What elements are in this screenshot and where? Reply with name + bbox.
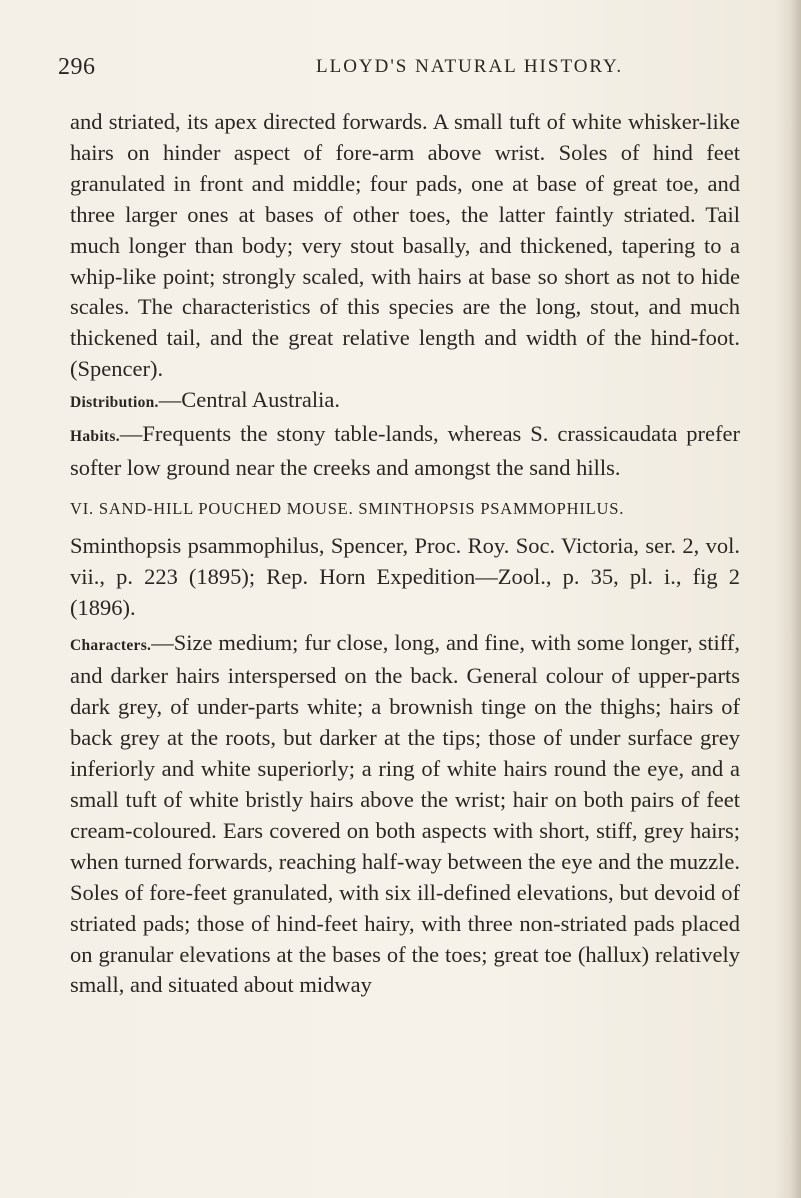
running-title: LLOYD'S NATURAL HISTORY. <box>316 56 624 77</box>
characters-text: —Size medium; fur close, long, and fine, with some longer, stiff, and darker hairs interspersed on the back. General colour of upper-parts dark grey, of under-parts white; a brownish tinge on the thighs; hairs of back grey at the roots, but darker at the tips; those of under surface grey inferiorly and white superiorly; a ring of white hairs round the eye, and a small tuft of white bristly hairs above the wrist; hair on both pairs of feet cream-coloured. Ears covered on both aspects with short, stiff, grey hairs; when turned forwards, reaching half-way between the eye and the muzzle. Soles of fore-feet granulated, with six ill-defined elevations, but devoid of striated pads; those of hind-feet hairy, with three non-striated pads placed on granular elevations at the bases of the toes; great toe (hallux) relatively small, and situated about midway <box>70 629 740 998</box>
page-header <box>58 54 748 84</box>
paragraph-distribution <box>70 385 740 419</box>
body-text <box>70 107 740 1001</box>
paragraph-citation: Sminthopsis psammophilus, Spencer, Proc. Roy. Soc. Victoria, ser. 2, vol. vii., p. 223 (1895); Rep. Horn Expedition—Zool., p. 35, pl. i., fig 2 (1896). <box>70 532 740 620</box>
habits-label: Habits. <box>70 428 120 446</box>
distribution-text: —Central Australia. <box>158 387 340 413</box>
page-edge-shadow <box>775 0 801 1198</box>
paragraph-habits <box>70 419 740 484</box>
page-number: 296 <box>58 54 96 80</box>
characters-label: Characters. <box>70 636 152 654</box>
section-heading: VI. SAND-HILL POUCHED MOUSE. SMINTHOPSIS PSAMMOPHILUS. <box>70 498 625 518</box>
paragraph-description-continued: and striated, its apex directed forwards. A small tuft of white whisker-like hairs on hinder aspect of fore-arm above wrist. Soles of hind feet granulated in front and middle; four pads, one at base of great toe, and three larger ones at bases of other toes, the latter faintly striated. Tail much longer than body; very stout basally, and thickened, tapering to a whip-like point; strongly scaled, with hairs at base so short as not to hide scales. The characteristics of this species are the long, stout, and much thickened tail, and the great relative length and width of the hind-foot. (Spencer). <box>70 109 740 382</box>
habits-text: —Frequents the stony table-lands, whereas S. crassicaudata prefer softer low ground near the creeks and amongst the sand hills. <box>70 421 740 480</box>
paragraph-characters <box>70 628 740 1002</box>
distribution-label: Distribution. <box>70 394 159 412</box>
